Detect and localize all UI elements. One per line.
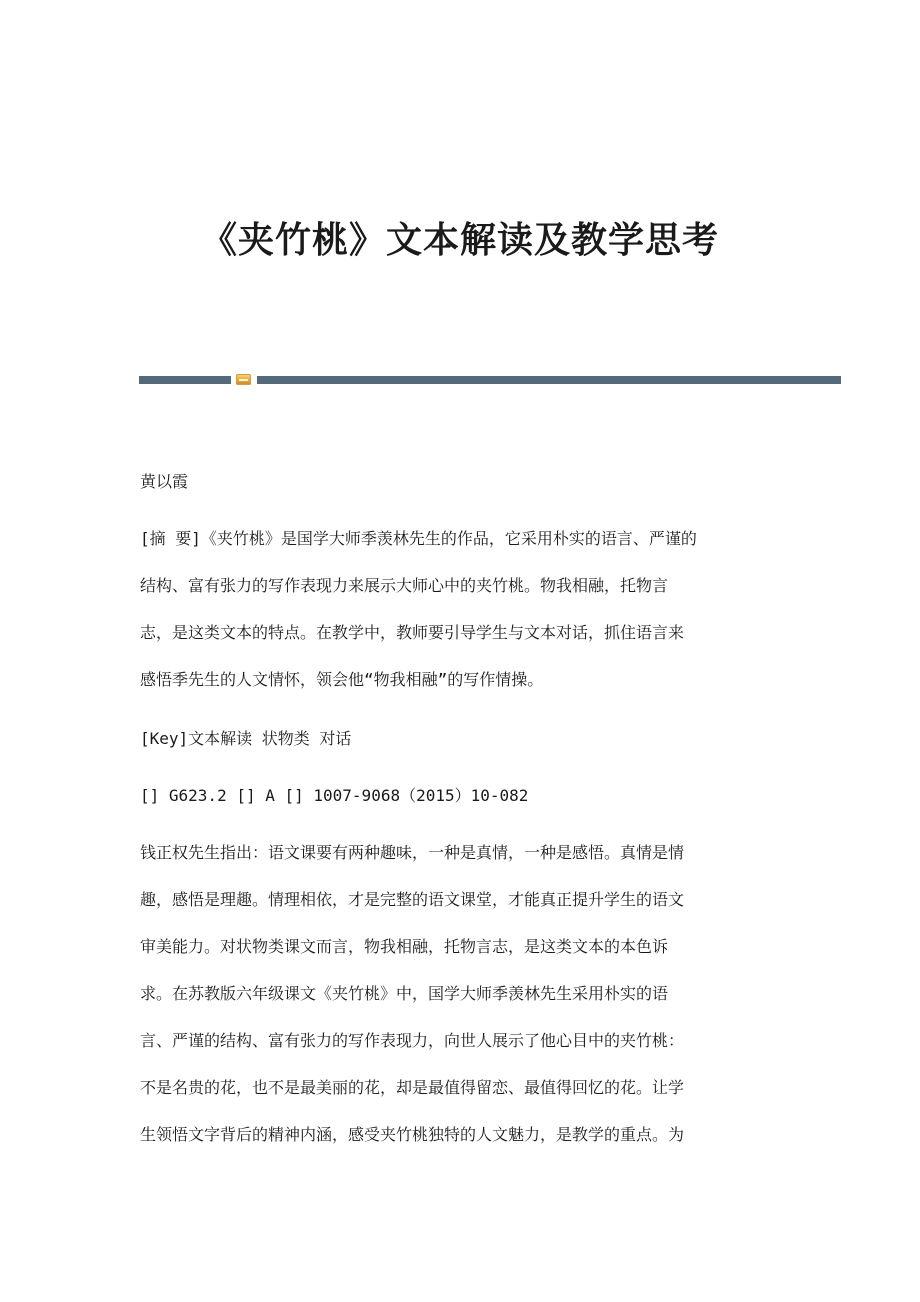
abstract-line: 感悟季先生的人文情怀，领会他“物我相融”的写作情操。 — [140, 670, 544, 689]
divider-bar-left — [139, 376, 231, 384]
keywords-line: [Key]文本解读 状物类 对话 — [140, 729, 352, 748]
body-line: 生领悟文字背后的精神内涵，感受夹竹桃独特的人文魅力，是教学的重点。为 — [140, 1125, 685, 1144]
author-name: 黄以霞 — [140, 472, 189, 491]
divider-ornament-icon — [236, 374, 251, 385]
classification-line: [] G623.2 [] A [] 1007-9068（2015）10-082 — [140, 786, 529, 805]
document-title: 《夹竹桃》文本解读及教学思考 — [200, 219, 719, 261]
title-divider — [139, 373, 841, 387]
abstract-line: 志，是这类文本的特点。在教学中，教师要引导学生与文本对话，抓住语言来 — [140, 623, 685, 642]
body-line: 审美能力。对状物类课文而言，物我相融，托物言志，是这类文本的本色诉 — [140, 937, 669, 956]
body-line: 趣，感悟是理趣。情理相依，才是完整的语文课堂，才能真正提升学生的语文 — [140, 890, 685, 909]
body-line: 言、严谨的结构、富有张力的写作表现力，向世人展示了他心目中的夹竹桃： — [140, 1031, 685, 1050]
abstract-line: [摘 要]《夹竹桃》是国学大师季羡林先生的作品，它采用朴实的语言、严谨的 — [140, 529, 697, 548]
body-line: 不是名贵的花，也不是最美丽的花，却是最值得留恋、最值得回忆的花。让学 — [140, 1078, 685, 1097]
divider-bar-right — [257, 376, 841, 384]
body-line: 求。在苏教版六年级课文《夹竹桃》中，国学大师季羡林先生采用朴实的语 — [140, 984, 669, 1003]
body-line: 钱正权先生指出：语文课要有两种趣味，一种是真情，一种是感悟。真情是情 — [140, 843, 685, 862]
abstract-line: 结构、富有张力的写作表现力来展示大师心中的夹竹桃。物我相融，托物言 — [140, 576, 669, 595]
